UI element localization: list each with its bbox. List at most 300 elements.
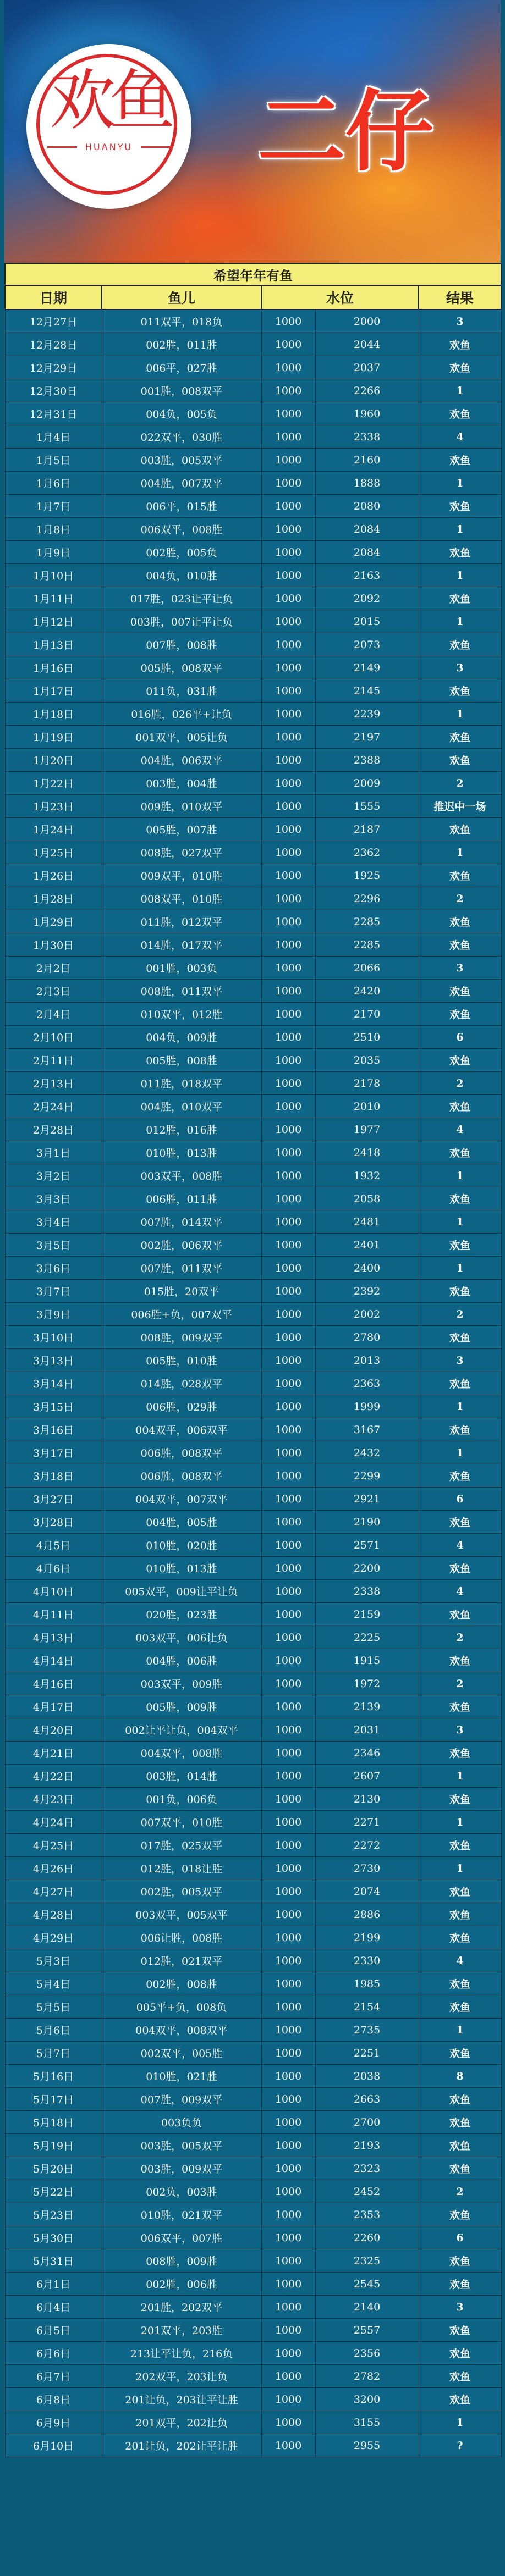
cell-date: 1月18日 bbox=[5, 703, 102, 726]
cell-fish: 007胜，011双平 bbox=[102, 1257, 261, 1280]
cell-water: 2044 bbox=[315, 333, 419, 356]
cell-result: 欢鱼 bbox=[419, 1464, 501, 1488]
cell-water: 2325 bbox=[315, 2249, 419, 2273]
table-row bbox=[5, 703, 501, 726]
cell-date: 12月27日 bbox=[5, 309, 102, 333]
table-row bbox=[5, 1765, 501, 1788]
cell-fish: 007胜，009双平 bbox=[102, 2088, 261, 2111]
cell-result: 4 bbox=[419, 1118, 501, 1141]
header-date: 日期 bbox=[5, 285, 102, 309]
cell-fish: 004双平，006双平 bbox=[102, 1418, 261, 1441]
cell-water: 2663 bbox=[315, 2088, 419, 2111]
cell-fish: 007双平，010胜 bbox=[102, 1811, 261, 1834]
cell-stake: 1000 bbox=[261, 1857, 315, 1880]
cell-result: 1 bbox=[419, 841, 501, 864]
cell-fish: 006平，015胜 bbox=[102, 495, 261, 518]
cell-water: 2571 bbox=[315, 1534, 419, 1557]
table-row bbox=[5, 564, 501, 587]
table-body bbox=[5, 309, 501, 2457]
cell-stake: 1000 bbox=[261, 1395, 315, 1418]
cell-result: 欢鱼 bbox=[419, 1995, 501, 2019]
cell-stake: 1000 bbox=[261, 402, 315, 425]
cell-stake: 1000 bbox=[261, 726, 315, 749]
cell-stake: 1000 bbox=[261, 1788, 315, 1811]
cell-water: 2199 bbox=[315, 1926, 419, 1949]
cell-date: 4月17日 bbox=[5, 1695, 102, 1718]
cell-water: 2452 bbox=[315, 2180, 419, 2203]
cell-date: 1月7日 bbox=[5, 495, 102, 518]
cell-stake: 1000 bbox=[261, 749, 315, 772]
cell-result: 欢鱼 bbox=[419, 541, 501, 564]
cell-fish: 006让胜，008胜 bbox=[102, 1926, 261, 1949]
cell-stake: 1000 bbox=[261, 1003, 315, 1026]
cell-result: 2 bbox=[419, 1303, 501, 1326]
cell-water: 2145 bbox=[315, 679, 419, 703]
table-row bbox=[5, 2088, 501, 2111]
cell-fish: 002胜，005负 bbox=[102, 541, 261, 564]
cell-stake: 1000 bbox=[261, 1234, 315, 1257]
cell-fish: 007胜，014双平 bbox=[102, 1210, 261, 1234]
cell-date: 3月3日 bbox=[5, 1187, 102, 1210]
cell-date: 3月10日 bbox=[5, 1326, 102, 1349]
cell-water: 2154 bbox=[315, 1995, 419, 2019]
cell-result: 欢鱼 bbox=[419, 1372, 501, 1395]
cell-fish: 014胜，028双平 bbox=[102, 1372, 261, 1395]
cell-water: 2400 bbox=[315, 1257, 419, 1280]
cell-fish: 003胜，007让平让负 bbox=[102, 610, 261, 633]
cell-result: 1 bbox=[419, 703, 501, 726]
cell-water: 2239 bbox=[315, 703, 419, 726]
cell-stake: 1000 bbox=[261, 449, 315, 472]
cell-date: 4月21日 bbox=[5, 1742, 102, 1765]
cell-date: 1月26日 bbox=[5, 864, 102, 887]
table-row bbox=[5, 841, 501, 864]
cell-date: 6月4日 bbox=[5, 2296, 102, 2319]
cell-water: 2356 bbox=[315, 2342, 419, 2365]
cell-date: 6月7日 bbox=[5, 2365, 102, 2388]
table-row bbox=[5, 449, 501, 472]
cell-fish: 003双平，009胜 bbox=[102, 1672, 261, 1695]
cell-stake: 1000 bbox=[261, 1210, 315, 1234]
cell-date: 4月22日 bbox=[5, 1765, 102, 1788]
cell-water: 2388 bbox=[315, 749, 419, 772]
cell-result: 欢鱼 bbox=[419, 1649, 501, 1672]
cell-result: 欢鱼 bbox=[419, 333, 501, 356]
cell-fish: 005胜，008胜 bbox=[102, 1049, 261, 1072]
cell-result: 3 bbox=[419, 656, 501, 679]
cell-fish: 017胜，023让平让负 bbox=[102, 587, 261, 610]
table-row bbox=[5, 587, 501, 610]
cell-fish: 011胜，018双平 bbox=[102, 1072, 261, 1095]
cell-stake: 1000 bbox=[261, 587, 315, 610]
cell-date: 1月19日 bbox=[5, 726, 102, 749]
cell-date: 4月14日 bbox=[5, 1649, 102, 1672]
cell-stake: 1000 bbox=[261, 379, 315, 402]
cell-result: 1 bbox=[419, 1811, 501, 1834]
cell-fish: 009胜，010双平 bbox=[102, 795, 261, 818]
table-row bbox=[5, 1603, 501, 1626]
cell-water: 2730 bbox=[315, 1857, 419, 1880]
cell-date: 3月1日 bbox=[5, 1141, 102, 1164]
cell-water: 2780 bbox=[315, 1326, 419, 1349]
cell-fish: 006平，027胜 bbox=[102, 356, 261, 379]
cell-fish: 006胜，008双平 bbox=[102, 1464, 261, 1488]
cell-fish: 008胜，027双平 bbox=[102, 841, 261, 864]
cell-date: 5月17日 bbox=[5, 2088, 102, 2111]
cell-water: 2084 bbox=[315, 541, 419, 564]
cell-fish: 002胜，006胜 bbox=[102, 2273, 261, 2296]
table-row bbox=[5, 1141, 501, 1164]
cell-stake: 1000 bbox=[261, 1118, 315, 1141]
cell-water: 2251 bbox=[315, 2042, 419, 2065]
cell-stake: 1000 bbox=[261, 1880, 315, 1903]
cell-result: 1 bbox=[419, 1257, 501, 1280]
cell-result: 4 bbox=[419, 1949, 501, 1972]
cell-result: 1 bbox=[419, 1210, 501, 1234]
table-row bbox=[5, 2111, 501, 2134]
cell-stake: 1000 bbox=[261, 2273, 315, 2296]
table-row bbox=[5, 2411, 501, 2434]
cell-water: 2353 bbox=[315, 2203, 419, 2226]
cell-result: 2 bbox=[419, 772, 501, 795]
cell-result: 3 bbox=[419, 2296, 501, 2319]
cell-stake: 1000 bbox=[261, 2226, 315, 2249]
cell-stake: 1000 bbox=[261, 1441, 315, 1464]
cell-fish: 003双平，005双平 bbox=[102, 1903, 261, 1926]
cell-water: 2035 bbox=[315, 1049, 419, 1072]
cell-date: 4月5日 bbox=[5, 1534, 102, 1557]
cell-date: 1月17日 bbox=[5, 679, 102, 703]
cell-date: 5月7日 bbox=[5, 2042, 102, 2065]
cell-date: 1月25日 bbox=[5, 841, 102, 864]
table-row bbox=[5, 1903, 501, 1926]
cell-result: 欢鱼 bbox=[419, 402, 501, 425]
cell-stake: 1000 bbox=[261, 933, 315, 957]
cell-water: 2266 bbox=[315, 379, 419, 402]
cell-water: 2002 bbox=[315, 1303, 419, 1326]
cell-date: 4月16日 bbox=[5, 1672, 102, 1695]
cell-water: 2000 bbox=[315, 309, 419, 333]
cell-water: 2163 bbox=[315, 564, 419, 587]
cell-water: 2092 bbox=[315, 587, 419, 610]
cell-result: 1 bbox=[419, 518, 501, 541]
cell-result: 欢鱼 bbox=[419, 587, 501, 610]
cell-fish: 002双平，005胜 bbox=[102, 2042, 261, 2065]
cell-stake: 1000 bbox=[261, 1280, 315, 1303]
table-row bbox=[5, 933, 501, 957]
cell-stake: 1000 bbox=[261, 1488, 315, 1511]
cell-fish: 004胜，010双平 bbox=[102, 1095, 261, 1118]
table-row bbox=[5, 1326, 501, 1349]
cell-result: 3 bbox=[419, 1718, 501, 1742]
cell-result: 2 bbox=[419, 1672, 501, 1695]
table-row bbox=[5, 1118, 501, 1141]
cell-stake: 1000 bbox=[261, 1926, 315, 1949]
cell-date: 1月6日 bbox=[5, 472, 102, 495]
table-row bbox=[5, 2157, 501, 2180]
cell-fish: 010胜，020胜 bbox=[102, 1534, 261, 1557]
cell-result: 欢鱼 bbox=[419, 1926, 501, 1949]
cell-stake: 1000 bbox=[261, 1695, 315, 1718]
cell-date: 6月6日 bbox=[5, 2342, 102, 2365]
cell-date: 4月27日 bbox=[5, 1880, 102, 1903]
cell-date: 4月20日 bbox=[5, 1718, 102, 1742]
cell-fish: 004胜，005胜 bbox=[102, 1511, 261, 1534]
cell-water: 1985 bbox=[315, 1972, 419, 1995]
cell-result: 欢鱼 bbox=[419, 749, 501, 772]
table-row bbox=[5, 2273, 501, 2296]
table-row bbox=[5, 1418, 501, 1441]
table-row bbox=[5, 2319, 501, 2342]
cell-result: 欢鱼 bbox=[419, 2088, 501, 2111]
table-row bbox=[5, 1972, 501, 1995]
cell-stake: 1000 bbox=[261, 1187, 315, 1210]
cell-water: 2700 bbox=[315, 2111, 419, 2134]
cell-stake: 1000 bbox=[261, 957, 315, 980]
cell-date: 6月10日 bbox=[5, 2434, 102, 2457]
table-title: 希望年年有鱼 bbox=[5, 263, 501, 285]
cell-fish: 009双平，010胜 bbox=[102, 864, 261, 887]
cell-date: 1月22日 bbox=[5, 772, 102, 795]
cell-date: 1月13日 bbox=[5, 633, 102, 656]
cell-date: 3月2日 bbox=[5, 1164, 102, 1187]
cell-water: 2401 bbox=[315, 1234, 419, 1257]
cell-date: 12月28日 bbox=[5, 333, 102, 356]
cell-water: 1555 bbox=[315, 795, 419, 818]
cell-water: 2921 bbox=[315, 1488, 419, 1511]
cell-water: 2038 bbox=[315, 2065, 419, 2088]
cell-date: 3月28日 bbox=[5, 1511, 102, 1534]
cell-stake: 1000 bbox=[261, 1326, 315, 1349]
table-row bbox=[5, 2434, 501, 2457]
cell-stake: 1000 bbox=[261, 1049, 315, 1072]
cell-stake: 1000 bbox=[261, 703, 315, 726]
cell-result: 3 bbox=[419, 1349, 501, 1372]
cell-result: 欢鱼 bbox=[419, 1834, 501, 1857]
cell-date: 3月4日 bbox=[5, 1210, 102, 1234]
cell-fish: 002胜，011胜 bbox=[102, 333, 261, 356]
cell-stake: 1000 bbox=[261, 1534, 315, 1557]
cell-date: 3月14日 bbox=[5, 1372, 102, 1395]
cell-fish: 003胜，014胜 bbox=[102, 1765, 261, 1788]
cell-water: 2545 bbox=[315, 2273, 419, 2296]
cell-date: 2月24日 bbox=[5, 1095, 102, 1118]
cell-fish: 003胜，009双平 bbox=[102, 2157, 261, 2180]
cell-water: 2607 bbox=[315, 1765, 419, 1788]
cell-date: 1月29日 bbox=[5, 910, 102, 933]
cell-result: 欢鱼 bbox=[419, 1326, 501, 1349]
cell-stake: 1000 bbox=[261, 910, 315, 933]
table-row bbox=[5, 656, 501, 679]
cell-date: 3月18日 bbox=[5, 1464, 102, 1488]
cell-water: 2190 bbox=[315, 1511, 419, 1534]
cell-fish: 006胜，011胜 bbox=[102, 1187, 261, 1210]
cell-stake: 1000 bbox=[261, 2203, 315, 2226]
table-row bbox=[5, 356, 501, 379]
table-row bbox=[5, 2042, 501, 2065]
cell-stake: 1000 bbox=[261, 2180, 315, 2203]
cell-stake: 1000 bbox=[261, 564, 315, 587]
cell-fish: 004双平，008胜 bbox=[102, 1742, 261, 1765]
cell-stake: 1000 bbox=[261, 2042, 315, 2065]
table-row bbox=[5, 749, 501, 772]
cell-result: 1 bbox=[419, 564, 501, 587]
cell-result: 1 bbox=[419, 1765, 501, 1788]
table-row bbox=[5, 1441, 501, 1464]
cell-result: 3 bbox=[419, 309, 501, 333]
cell-fish: 202双平，203让负 bbox=[102, 2365, 261, 2388]
cell-result: 1 bbox=[419, 379, 501, 402]
cell-date: 5月23日 bbox=[5, 2203, 102, 2226]
cell-fish: 014胜，017双平 bbox=[102, 933, 261, 957]
cell-date: 2月3日 bbox=[5, 980, 102, 1003]
cell-fish: 201双平，202让负 bbox=[102, 2411, 261, 2434]
cell-date: 5月22日 bbox=[5, 2180, 102, 2203]
table-row bbox=[5, 818, 501, 841]
cell-stake: 1000 bbox=[261, 841, 315, 864]
cell-stake: 1000 bbox=[261, 1995, 315, 2019]
cell-date: 1月4日 bbox=[5, 425, 102, 449]
cell-fish: 004双平，008双平 bbox=[102, 2019, 261, 2042]
table-row bbox=[5, 1257, 501, 1280]
cell-water: 1932 bbox=[315, 1164, 419, 1187]
cell-result: 欢鱼 bbox=[419, 2157, 501, 2180]
cell-fish: 020胜，023胜 bbox=[102, 1603, 261, 1626]
cell-result: 推迟中一场 bbox=[419, 795, 501, 818]
cell-stake: 1000 bbox=[261, 495, 315, 518]
cell-stake: 1000 bbox=[261, 795, 315, 818]
cell-water: 2130 bbox=[315, 1788, 419, 1811]
cell-result: 4 bbox=[419, 1580, 501, 1603]
cell-stake: 1000 bbox=[261, 1141, 315, 1164]
cell-water: 2187 bbox=[315, 818, 419, 841]
cell-result: 1 bbox=[419, 1395, 501, 1418]
cell-stake: 1000 bbox=[261, 518, 315, 541]
cell-fish: 003负负 bbox=[102, 2111, 261, 2134]
cell-water: 2160 bbox=[315, 449, 419, 472]
table-row bbox=[5, 1672, 501, 1695]
cell-water: 2015 bbox=[315, 610, 419, 633]
table-row bbox=[5, 1072, 501, 1095]
table-row bbox=[5, 1488, 501, 1511]
cell-result: 4 bbox=[419, 425, 501, 449]
cell-water: 1999 bbox=[315, 1395, 419, 1418]
cell-date: 5月18日 bbox=[5, 2111, 102, 2134]
cell-date: 1月20日 bbox=[5, 749, 102, 772]
cell-date: 4月6日 bbox=[5, 1557, 102, 1580]
cell-fish: 002胜，008胜 bbox=[102, 1972, 261, 1995]
cell-stake: 1000 bbox=[261, 472, 315, 495]
cell-date: 6月8日 bbox=[5, 2388, 102, 2411]
cell-water: 2338 bbox=[315, 1580, 419, 1603]
cell-date: 5月4日 bbox=[5, 1972, 102, 1995]
cell-date: 2月13日 bbox=[5, 1072, 102, 1095]
cell-result: 欢鱼 bbox=[419, 495, 501, 518]
cell-date: 4月29日 bbox=[5, 1926, 102, 1949]
header-water-level: 水位 bbox=[261, 285, 419, 309]
cell-date: 3月27日 bbox=[5, 1488, 102, 1511]
cell-water: 2200 bbox=[315, 1557, 419, 1580]
cell-result: 欢鱼 bbox=[419, 910, 501, 933]
cell-date: 1月16日 bbox=[5, 656, 102, 679]
cell-date: 3月9日 bbox=[5, 1303, 102, 1326]
cell-stake: 1000 bbox=[261, 1418, 315, 1441]
cell-date: 5月16日 bbox=[5, 2065, 102, 2088]
cell-water: 2338 bbox=[315, 425, 419, 449]
cell-water: 2346 bbox=[315, 1742, 419, 1765]
cell-fish: 004负，005负 bbox=[102, 402, 261, 425]
cell-stake: 1000 bbox=[261, 2319, 315, 2342]
cell-date: 4月13日 bbox=[5, 1626, 102, 1649]
cell-stake: 1000 bbox=[261, 772, 315, 795]
cell-fish: 003胜，004胜 bbox=[102, 772, 261, 795]
cell-water: 2066 bbox=[315, 957, 419, 980]
cell-result: 欢鱼 bbox=[419, 1880, 501, 1903]
cell-stake: 1000 bbox=[261, 1372, 315, 1395]
cell-water: 1960 bbox=[315, 402, 419, 425]
cell-result: 欢鱼 bbox=[419, 679, 501, 703]
cell-date: 1月8日 bbox=[5, 518, 102, 541]
table-row bbox=[5, 1210, 501, 1234]
cell-date: 6月9日 bbox=[5, 2411, 102, 2434]
cell-water: 2159 bbox=[315, 1603, 419, 1626]
table-row bbox=[5, 1926, 501, 1949]
cell-result: 1 bbox=[419, 610, 501, 633]
cell-result: 欢鱼 bbox=[419, 1742, 501, 1765]
cell-stake: 1000 bbox=[261, 610, 315, 633]
cell-result: 欢鱼 bbox=[419, 1187, 501, 1210]
cell-result: 欢鱼 bbox=[419, 356, 501, 379]
header-fish: 鱼儿 bbox=[102, 285, 261, 309]
table-header-row bbox=[5, 285, 501, 309]
cell-fish: 005胜，009胜 bbox=[102, 1695, 261, 1718]
cell-result: 2 bbox=[419, 2180, 501, 2203]
cell-date: 1月23日 bbox=[5, 795, 102, 818]
cell-fish: 005胜，007胜 bbox=[102, 818, 261, 841]
cell-date: 2月11日 bbox=[5, 1049, 102, 1072]
cell-result: 欢鱼 bbox=[419, 2388, 501, 2411]
cell-water: 2432 bbox=[315, 1441, 419, 1464]
cell-date: 5月5日 bbox=[5, 1995, 102, 2019]
cell-stake: 1000 bbox=[261, 2065, 315, 2088]
page bbox=[4, 0, 501, 2462]
cell-stake: 1000 bbox=[261, 679, 315, 703]
cell-result: 欢鱼 bbox=[419, 864, 501, 887]
cell-result: 6 bbox=[419, 2226, 501, 2249]
cell-date: 1月12日 bbox=[5, 610, 102, 633]
cell-stake: 1000 bbox=[261, 1742, 315, 1765]
results-table bbox=[4, 263, 502, 2457]
cell-stake: 1000 bbox=[261, 541, 315, 564]
cell-stake: 1000 bbox=[261, 1511, 315, 1534]
table-row bbox=[5, 2226, 501, 2249]
table-row bbox=[5, 1511, 501, 1534]
table-row bbox=[5, 610, 501, 633]
cell-fish: 213让平让负，216负 bbox=[102, 2342, 261, 2365]
cell-stake: 1000 bbox=[261, 2342, 315, 2365]
cell-result: 欢鱼 bbox=[419, 980, 501, 1003]
cell-water: 2420 bbox=[315, 980, 419, 1003]
cell-stake: 1000 bbox=[261, 887, 315, 910]
cell-water: 2010 bbox=[315, 1095, 419, 1118]
logo-line-right bbox=[141, 146, 171, 148]
cell-stake: 1000 bbox=[261, 1834, 315, 1857]
table-row bbox=[5, 333, 501, 356]
table-row bbox=[5, 887, 501, 910]
cell-date: 12月29日 bbox=[5, 356, 102, 379]
table-row bbox=[5, 1095, 501, 1118]
cell-water: 1888 bbox=[315, 472, 419, 495]
